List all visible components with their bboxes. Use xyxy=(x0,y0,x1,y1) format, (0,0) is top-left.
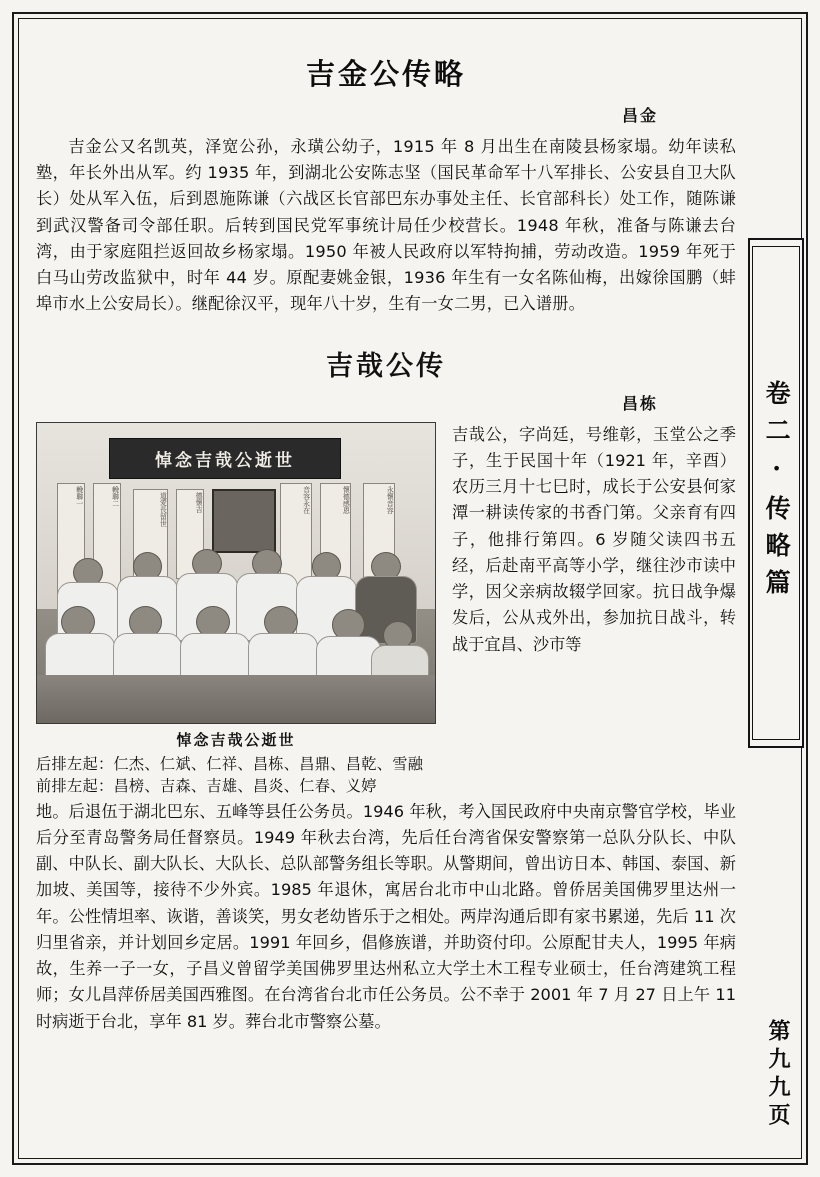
photo-scroll: 懷德感恩 xyxy=(320,483,352,597)
section1-title: 吉金公传略 xyxy=(305,57,466,91)
photo-scroll: 輓聯二 xyxy=(93,483,121,603)
photo-scroll: 音容永在 xyxy=(280,483,312,597)
photo-scroll: 德懷吉 xyxy=(176,489,204,579)
photo-portrait xyxy=(212,489,276,553)
volume-tab-inner xyxy=(752,246,800,740)
photo-banner-text: 悼念吉哉公逝世 xyxy=(109,438,342,479)
photo-back-row xyxy=(36,753,436,775)
photo-scroll: 永懷音容 xyxy=(363,483,395,597)
photo-scroll: 輓聯一 xyxy=(57,483,85,603)
section2-byline: 昌栋 xyxy=(621,393,658,413)
photo-block xyxy=(36,422,436,797)
section1-body: 吉金公又名凯英，泽宽公孙，永璜公幼子，1915 年 8 月出生在南陵县杨家塌。幼年读私塾，年长外出从军。约 1935 年，到湖北公安陈志坚（国民革命军十八军排长、公安县自卫大队长）处从军入伍，后到恩施陈谦（六战区长官部巴东办事处主任、长官部科长）处工作，随陈谦到武汉警备司令部任职。后转到国民党军事统计局任少校营长。1948 年秋，准备与陈谦去台湾，由于家庭阻拦返回故乡杨家塌。1950 年被人民政府以军特拘捕，劳动改造。1959 年死于白马山劳改监狱中，时年 44 岁。原配妻姚金银，1936 年生有一女名陈仙梅，出嫁徐国鹏（蚌埠市水上公安局长）。继配徐汉平，现年八十岁，生有一女二男，已入谱册。 xyxy=(36,137,736,314)
photo-back-row-names: 仁杰、仁斌、仁祥、昌栋、昌鼎、昌乾、雪融 xyxy=(113,754,424,773)
photo-front-row-label: 前排左起： xyxy=(36,776,114,795)
volume-tab-text: 卷二·传略篇 xyxy=(762,380,792,606)
memorial-photo xyxy=(36,422,436,724)
photo-floor xyxy=(37,675,435,723)
photo-front-row-names: 昌榜、吉森、吉雄、昌炎、仁春、义婷 xyxy=(113,776,377,795)
section2-column-body xyxy=(452,422,736,658)
section1-byline: 昌金 xyxy=(621,106,658,125)
volume-tab xyxy=(748,238,804,748)
section2-title: 吉哉公传 xyxy=(326,350,446,382)
photo-text-split xyxy=(36,422,736,1035)
page-content xyxy=(36,34,736,1144)
photo-front-row xyxy=(36,775,436,797)
photo-caption: 悼念吉哉公逝世 xyxy=(176,730,296,749)
section2-flow-body: 地。后退伍于湖北巴东、五峰等县任公务员。1946 年秋，考入国民政府中央南京警官学校，毕业后分至青岛警务局任督察员。1949 年秋去台湾，先后任台湾省保安警察第一总队分队长、中队副、中队长、副大队长、大队长、总队部警务组长等职。从警期间，曾出访日本、韩国、泰国、新加坡、美国等，接待不少外宾。1985 年退休，寓居台北市中山北路。曾侨居美国佛罗里达州一年。公性情坦率、诙谐，善谈笑，男女老幼皆乐于之相处。两岸沟通后即有家书累递，先后 11 次归里省亲，并计划回乡定居。1991 年回乡，倡修族谱，并助资付印。公原配甘夫人，1995 年病故，生养一子一女，子昌义曾留学美国佛罗里达州私立大学土木工程专业硕士，任台湾建筑工程师；女儿昌萍侨居美国西雅图。在台湾省台北市任公务员。公不幸于 2001 年 7 月 27 日上午 11 时病逝于台北，享年 81 岁。葬台北市警察公墓。 xyxy=(36,801,736,1031)
page-number: 第九九页 xyxy=(765,1019,791,1131)
section2-column-text: 吉哉公，字尚廷，号维彰，玉堂公之季子，生于民国十年（1921 年，辛酉）农历三月十七巳时，成长于公安县何家潭一耕读传家的书香门第。父亲育有四子，他排行第四。6 岁随父读四书五经，后赴南平高等小学，继往沙市读中学，因父亲病故辍学回家。抗日战争爆发后，公从戎外出，参加抗日战斗，转战于宜昌、沙市等 xyxy=(452,424,736,654)
photo-scroll: 道愛長留世 xyxy=(133,489,169,597)
photo-back-row-label: 后排左起： xyxy=(36,754,114,773)
